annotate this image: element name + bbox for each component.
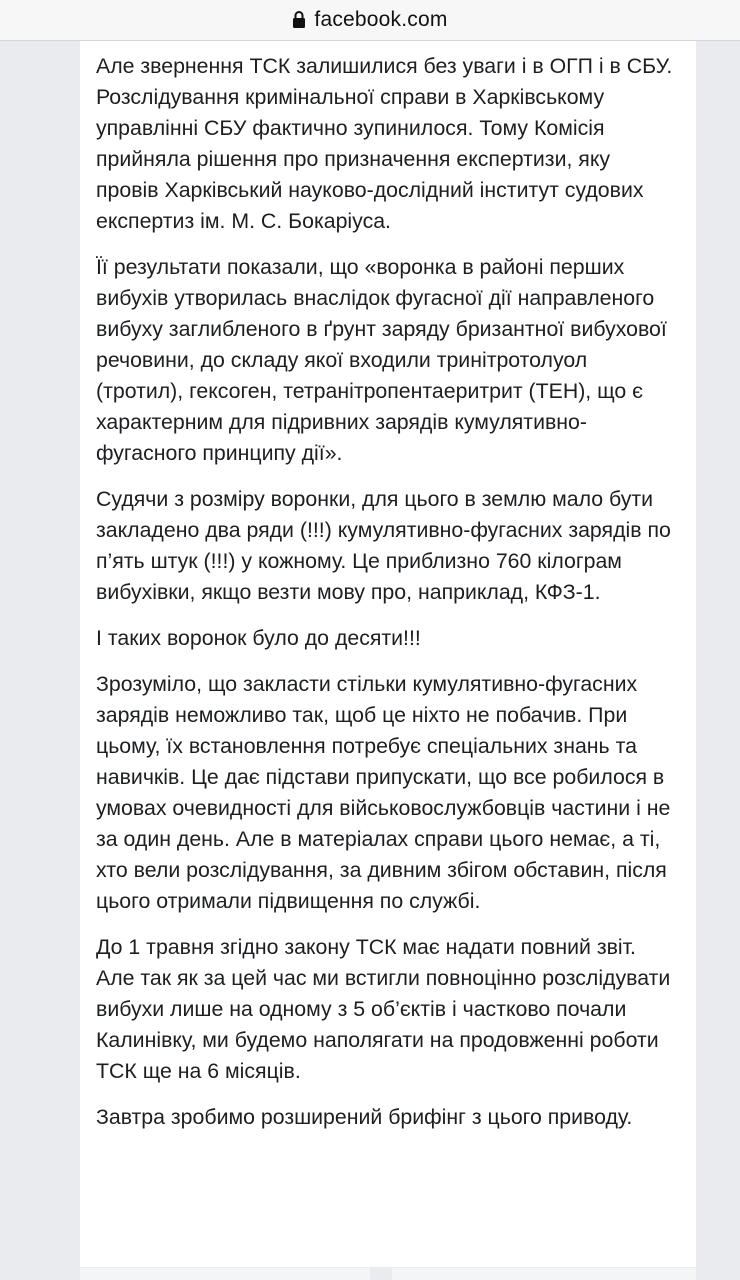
post-card (80, 41, 696, 1267)
post-paragraph: До 1 травня згідно закону ТСК має надати повний звіт. Але так як за цей час ми встигли повноцінно розслідувати вибухи лише на одному з 5 об’єктів і частково почали Калинівку, ми будемо наполягати на продовженні роботи ТСК ще на 6 місяців. (96, 935, 671, 1083)
lock-icon (292, 10, 306, 28)
post-paragraph: Але звернення ТСК залишилися без уваги і в ОГП і в СБУ. Розслідування кримінальної справи в Харківському управлінні СБУ фактично зупинилося. Тому Комісія прийняла рішення про призначення експертизи, яку провів Харківський науково-дослідний інститут судових експертиз ім. М. С. Бокаріуса. (96, 54, 673, 233)
post-paragraph: І таких воронок було до десяти!!! (96, 626, 421, 650)
next-card-left (80, 1268, 370, 1280)
next-card-right (392, 1268, 696, 1280)
post-paragraph: Судячи з розміру воронки, для цього в землю мало бути закладено два ряди (!!!) кумулятивно-фугасних зарядів по п’ять штук (!!!) у кожному. Це приблизно 760 кілограм вибухівки, якщо везти мову про, наприклад, КФЗ-1. (96, 487, 671, 604)
post-text (80, 41, 696, 1133)
post-paragraph: Зрозуміло, що закласти стільки кумулятивно-фугасних зарядів неможливо так, щоб це ніхто не побачив. При цьому, їх встановлення потребує спеціальних знань та навичків. Це дає підстави припускати, що все робилося в умовах очевидності для військовослужбовців частини і не за один день. Але в матеріалах справи цього немає, а ті, хто вели розслідування, за дивним збігом обставин, після цього отримали підвищення по службі. (96, 672, 671, 913)
post-paragraph: Завтра зробимо розширений брифінг з цього приводу. (96, 1105, 633, 1129)
browser-address-bar[interactable] (0, 0, 740, 41)
browser-url: facebook.com (314, 8, 448, 31)
post-paragraph: Її результати показали, що «воронка в районі перших вибухів утворилась внаслідок фугасної дії направленого вибуху заглибленого в ґрунт заряду бризантної вибухової речовини, до складу якої входили тринітротолуол (тротил), гексоген, тетранітропентаеритрит (ТЕН), що є характерним для підривних зарядів кумулятивно-фугасного принципу дії». (96, 255, 667, 465)
